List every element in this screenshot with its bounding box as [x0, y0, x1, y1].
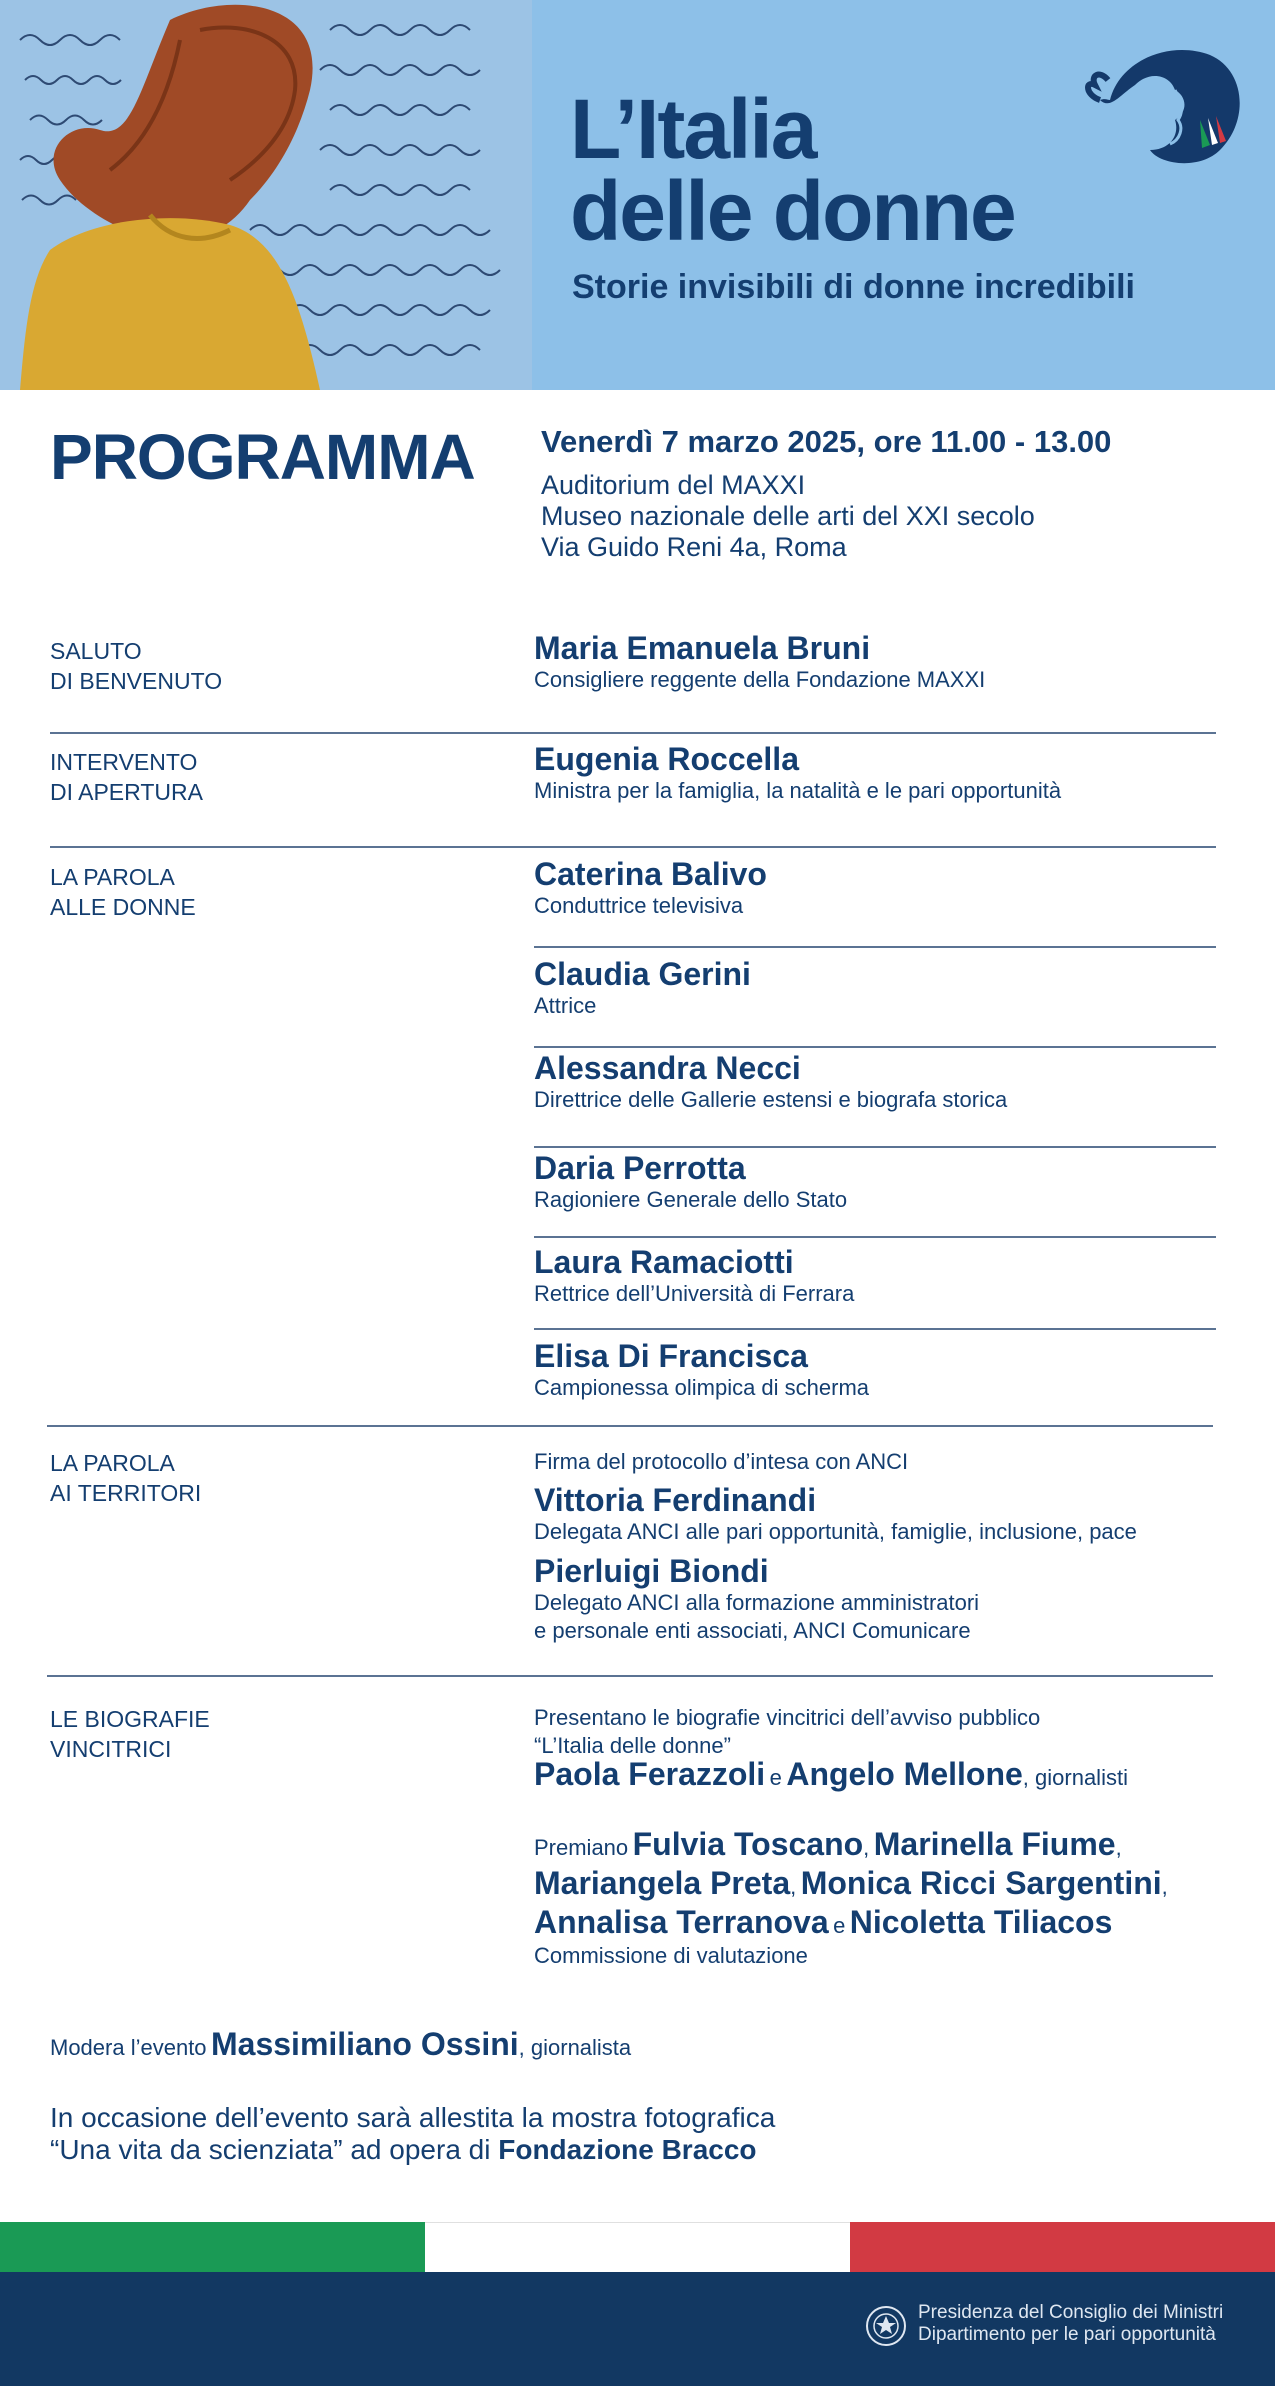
speaker-name: Eugenia Roccella — [534, 741, 799, 777]
speaker-item — [534, 1482, 1137, 1546]
section-label-women: LA PAROLA ALLE DONNE — [50, 864, 196, 920]
jury-line-1: Premiano Fulvia Toscano, Marinella Fiume, — [534, 1826, 1122, 1862]
event-date: Venerdì 7 marzo 2025, ore 11.00 - 13.00 — [541, 424, 1112, 459]
section-label-bios: LE BIOGRAFIE VINCITRICI — [50, 1706, 210, 1762]
divider — [47, 1425, 1213, 1427]
venue-line: Auditorium del MAXXI — [541, 470, 806, 500]
speaker-role: e personale enti associati, ANCI Comunicare — [534, 1618, 971, 1643]
speaker-name: Caterina Balivo — [534, 856, 767, 892]
venue-line: Museo nazionale delle arti del XXI secolo — [541, 501, 1035, 531]
jury-role: Commissione di valutazione — [534, 1943, 808, 1968]
divider — [50, 732, 1216, 734]
divider — [534, 1328, 1216, 1330]
flag-white — [425, 2222, 850, 2272]
header-illustration — [0, 0, 532, 390]
flag-red — [850, 2222, 1275, 2272]
jury-name: Annalisa Terranova — [534, 1904, 829, 1940]
speaker-name: Claudia Gerini — [534, 956, 751, 992]
jury-name: Monica Ricci Sargentini — [800, 1865, 1162, 1901]
speaker-name: Laura Ramaciotti — [534, 1244, 794, 1280]
main-title: L’Italia delle donne — [570, 82, 1015, 258]
section-label-opening: INTERVENTO DI APERTURA — [50, 749, 203, 805]
speaker-welcome — [534, 630, 985, 694]
jury-line-3: Annalisa Terranova e Nicoletta Tiliacos — [534, 1904, 1113, 1940]
speaker-item — [534, 856, 767, 920]
speaker-role: Ministra per la famiglia, la natalità e le pari opportunità — [534, 778, 1062, 803]
sponsor-name: Fondazione Bracco — [498, 2134, 757, 2165]
subtitle: Storie invisibili di donne incredibili — [572, 268, 1135, 306]
republic-emblem-icon — [864, 2304, 908, 2348]
speaker-role: Conduttrice televisiva — [534, 893, 744, 918]
speaker-role: Rettrice dell’Università di Ferrara — [534, 1281, 855, 1306]
speaker-name: Vittoria Ferdinandi — [534, 1482, 817, 1518]
speaker-name: Elisa Di Francisca — [534, 1338, 808, 1374]
profile-logo-icon — [1080, 40, 1250, 170]
divider — [534, 1236, 1216, 1238]
divider — [47, 1675, 1213, 1677]
divider — [534, 946, 1216, 948]
divider — [50, 846, 1216, 848]
speaker-opening — [534, 741, 1061, 805]
footer-text: Presidenza del Consiglio dei Ministri Dipartimento per le pari opportunità — [918, 2302, 1224, 2345]
speaker-role: Consigliere reggente della Fondazione MAXXI — [534, 667, 986, 692]
header-banner — [0, 0, 1275, 390]
programma-heading: PROGRAMMA — [50, 421, 475, 493]
speaker-role: Campionessa olimpica di scherma — [534, 1375, 870, 1400]
presenter-name: Angelo Mellone — [786, 1756, 1023, 1792]
moderator-line: Modera l’evento Massimiliano Ossini, giornalista — [50, 2026, 632, 2062]
divider — [534, 1046, 1216, 1048]
speaker-role: Delegata ANCI alle pari opportunità, famiglie, inclusione, pace — [534, 1519, 1137, 1544]
speaker-role: Direttrice delle Gallerie estensi e biografa storica — [534, 1087, 1008, 1112]
speaker-item — [534, 1244, 854, 1308]
divider — [534, 1146, 1216, 1148]
jury-name: Nicoletta Tiliacos — [849, 1904, 1113, 1940]
presenters-line: Paola Ferazzoli e Angelo Mellone, giornalisti — [534, 1756, 1128, 1792]
exhibit-note: In occasione dell’evento sarà allestita la mostra fotografica “Una vita da scienziata” ad opera di Fondazione Bracco — [50, 2102, 776, 2165]
italian-flag-stripe — [0, 2222, 1275, 2272]
speaker-role: Ragioniere Generale dello Stato — [534, 1187, 848, 1212]
woman-illustration — [0, 0, 532, 390]
speaker-item — [534, 1150, 847, 1214]
speaker-name: Pierluigi Biondi — [534, 1553, 769, 1589]
bios-intro: Presentano le biografie vincitrici dell’avviso pubblico “L’Italia delle donne” — [534, 1705, 1041, 1758]
speaker-role: Attrice — [534, 993, 597, 1018]
venue-line: Via Guido Reni 4a, Roma — [541, 532, 847, 562]
protocol-note: Firma del protocollo d’intesa con ANCI — [534, 1449, 909, 1474]
jury-name: Marinella Fiume — [873, 1826, 1116, 1862]
speaker-item — [534, 1553, 979, 1645]
moderator-name: Massimiliano Ossini — [211, 2026, 519, 2062]
section-label-territories: LA PAROLA AI TERRITORI — [50, 1450, 202, 1506]
speaker-item — [534, 1338, 869, 1402]
speaker-item — [534, 956, 751, 1020]
jury-line-2: Mariangela Preta, Monica Ricci Sargentini, — [534, 1865, 1168, 1901]
jury-name: Mariangela Preta — [534, 1865, 791, 1901]
jury-name: Fulvia Toscano — [632, 1826, 864, 1862]
speaker-item — [534, 1050, 1007, 1114]
speaker-name: Alessandra Necci — [534, 1050, 801, 1086]
speaker-name: Daria Perrotta — [534, 1150, 746, 1186]
section-label-welcome: SALUTO DI BENVENUTO — [50, 638, 223, 694]
event-venue — [541, 470, 1035, 563]
footer — [0, 2272, 1275, 2386]
flag-green — [0, 2222, 425, 2272]
presenter-name: Paola Ferazzoli — [534, 1756, 766, 1792]
speaker-role: Delegato ANCI alla formazione amministratori — [534, 1590, 980, 1615]
speaker-name: Maria Emanuela Bruni — [534, 630, 871, 666]
